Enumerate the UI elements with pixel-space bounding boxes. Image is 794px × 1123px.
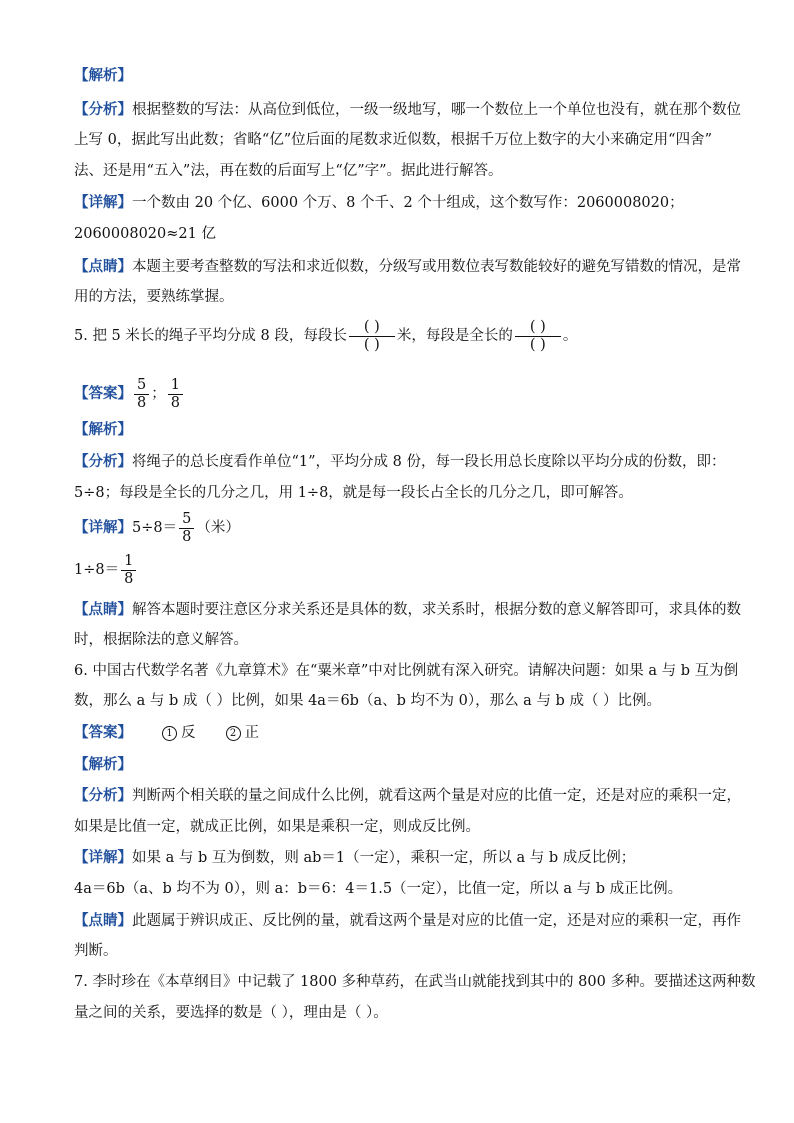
q6-xiangjie-text-1: 如果 a 与 b 互为倒数，则 ab＝1（一定），乘积一定，所以 a 与 b 成反比例； xyxy=(132,850,636,866)
q5-xiangjie-fraction-2 xyxy=(121,553,136,588)
numerator: 1 xyxy=(124,552,134,569)
q5-stem-b: 米，每段是全长的 xyxy=(396,328,513,344)
circled-number-1: 1 xyxy=(162,726,177,741)
denominator: 8 xyxy=(182,528,192,545)
q6-xiangjie-line-1 xyxy=(74,848,635,868)
xiangjie-label: 【详解】 xyxy=(74,849,132,866)
q4-dianjing-line-2: 用的方法，要熟练掌握。 xyxy=(74,289,234,305)
q4-dianjing-line-1 xyxy=(74,257,741,277)
q4-dianjing-text-1: 本题主要考查整数的写法和求近似数，分级写或用数位表写数能较好的避免写错数的情况，是常 xyxy=(132,259,741,275)
dianjing-label: 【点睛】 xyxy=(74,912,132,929)
q5-dianjing-line-2: 时，根据除法的意义解答。 xyxy=(74,632,248,648)
q4-fenxi-line-2: 上写 0，据此写出此数；省略“亿”位后面的尾数求近似数，根据千万位上数字的大小来确定用“四舍” xyxy=(74,132,712,148)
q5-stem-a: 5. 把 5 米长的绳子平均分成 8 段，每段长 xyxy=(74,328,347,344)
q6-fenxi-text-1: 判断两个相关联的量之间成什么比例，就看这两个量是对应的比值一定，还是对应的乘积一定， xyxy=(132,788,741,804)
q5-jiexi-label: 【解析】 xyxy=(74,421,132,438)
q5-dianjing-text-1: 解答本题时要注意区分求关系还是具体的数，求关系时，根据分数的意义解答即可，求具体的数 xyxy=(132,602,741,618)
q6-answer xyxy=(74,723,259,743)
q6-fenxi-line-2: 如果是比值一定，就成正比例，如果是乘积一定，则成反比例。 xyxy=(74,819,480,835)
numerator: 1 xyxy=(170,376,180,393)
blank-numerator: ( ) xyxy=(529,318,546,335)
q4-fenxi-line-3: 法、还是用“五入”法，再在数的后面写上“亿”字”。据此进行解答。 xyxy=(74,163,503,179)
q6-stem-line-2: 数，那么 a 与 b 成（ ）比例，如果 4a＝6b（a、b 均不为 0），那么 a 与 b 成（ ）比例。 xyxy=(74,693,662,709)
numerator: 5 xyxy=(137,376,147,393)
q4-xiangjie-line-1 xyxy=(74,193,684,213)
q5-stem xyxy=(74,318,577,354)
q5-fenxi-text-1: 将绳子的总长度看作单位“1”，平均分成 8 份，每一段长用总长度除以平均分成的份数，即： xyxy=(132,454,726,470)
q6-answer-2: 正 xyxy=(244,725,259,741)
q5-dianjing-line-1 xyxy=(74,600,741,620)
q4-fenxi-text-1: 根据整数的写法：从高位到低位，一级一级地写，哪一个数位上一个单位也没有，就在那个数位 xyxy=(132,102,741,118)
dianjing-label: 【点睛】 xyxy=(74,258,132,275)
denominator: 8 xyxy=(124,570,134,587)
q5-answer-fraction-2 xyxy=(168,377,183,412)
dianjing-label: 【点睛】 xyxy=(74,601,132,618)
q6-stem-line-1: 6. 中国古代数学名著《九章算术》在“粟米章”中对比例就有深入研究。请解决问题：如果 a 与 b 互为倒 xyxy=(74,663,739,679)
circled-number-2: 2 xyxy=(226,726,241,741)
xiangjie-label: 【详解】 xyxy=(74,194,132,211)
blank-denominator: ( ) xyxy=(529,336,546,353)
q5-xiangjie-unit: （米） xyxy=(196,520,240,536)
q6-dianjing-text-1: 此题属于辨识成正、反比例的量，就看这两个量是对应的比值一定，还是对应的乘积一定，再作 xyxy=(132,913,741,929)
q5-answer xyxy=(74,376,185,412)
fenxi-label: 【分析】 xyxy=(74,787,132,804)
blank-denominator: ( ) xyxy=(363,336,380,353)
q6-dianjing-line-1 xyxy=(74,911,741,931)
q7-stem-line-1: 7. 李时珍在《本草纲目》中记载了 1800 多种草药，在武当山就能找到其中的 800 多种。要描述这两种数 xyxy=(74,974,756,990)
q4-xiangjie-line-2: 2060008020≈21 亿 xyxy=(74,226,216,242)
q6-answer-1: 反 xyxy=(181,725,196,741)
q6-dianjing-line-2: 判断。 xyxy=(74,943,118,959)
q5-xiangjie-line-1 xyxy=(74,508,240,548)
blank-numerator: ( ) xyxy=(363,318,380,335)
q4-xiangjie-text-1: 一个数由 20 个亿、6000 个万、8 个千、2 个十组成，这个数写作：2060008020； xyxy=(132,195,684,211)
q5-stem-c: 。 xyxy=(562,328,578,344)
q6-fenxi-line-1 xyxy=(74,786,741,806)
denominator: 8 xyxy=(137,394,147,411)
q5-answer-fraction-1 xyxy=(134,377,149,412)
q5-fenxi-line-1 xyxy=(74,452,726,472)
q5-xiangjie-line-2 xyxy=(74,550,138,590)
q6-jiexi-label: 【解析】 xyxy=(74,756,132,773)
q4-jiexi-label: 【解析】 xyxy=(74,67,132,84)
q5-blank-fraction-1 xyxy=(349,319,395,354)
answer-separator: ； xyxy=(151,386,166,402)
daan-label: 【答案】 xyxy=(74,724,132,741)
denominator: 8 xyxy=(170,394,180,411)
xiangjie-label: 【详解】 xyxy=(74,519,132,536)
daan-label: 【答案】 xyxy=(74,385,132,402)
fenxi-label: 【分析】 xyxy=(74,101,132,118)
q5-xiangjie-expr-1: 5÷8＝ xyxy=(132,520,178,536)
q5-xiangjie-expr-2: 1÷8＝ xyxy=(74,562,120,578)
q4-fenxi-line-1 xyxy=(74,100,741,120)
q5-xiangjie-fraction-1 xyxy=(179,511,194,546)
q7-stem-line-2: 量之间的关系，要选择的数是（ ），理由是（ ）。 xyxy=(74,1005,388,1021)
q5-fenxi-line-2: 5÷8；每段是全长的几分之几，用 1÷8，就是每一段长占全长的几分之几，即可解答。 xyxy=(74,485,633,501)
q5-blank-fraction-2 xyxy=(515,319,561,354)
q6-xiangjie-line-2: 4a＝6b（a、b 均不为 0），则 a：b＝6：4＝1.5（一定），比值一定，所以 a 与 b 成正比例。 xyxy=(74,881,683,897)
fenxi-label: 【分析】 xyxy=(74,453,132,470)
numerator: 5 xyxy=(182,510,192,527)
